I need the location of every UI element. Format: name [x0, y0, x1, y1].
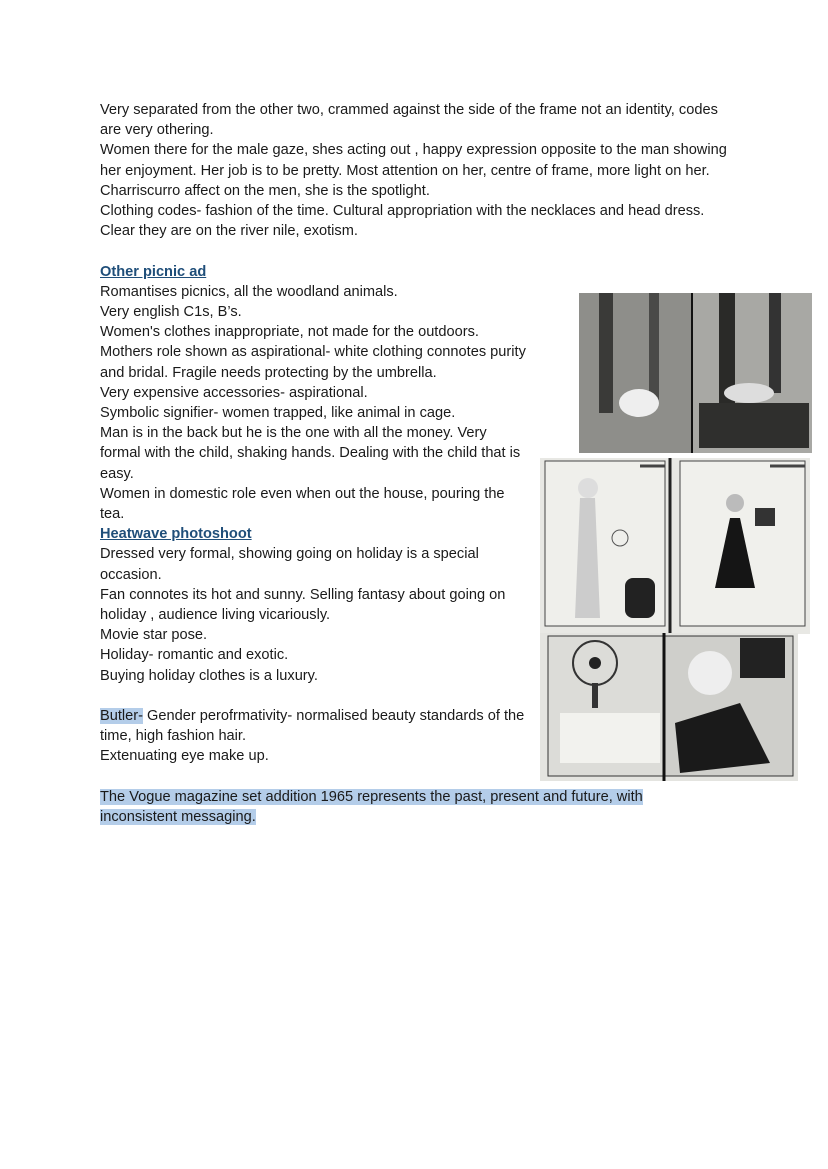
- paragraph: Very english C1s, B’s.: [100, 304, 242, 321]
- paragraph: Fan connotes its hot and sunny. Selling fantasy about going on holiday , audience living vicariously.: [100, 586, 506, 624]
- butler-text: Gender perofrmativity- normalised beauty standards of the time, high fashion hair.: [100, 708, 525, 745]
- heatwave-spread-image-2: [540, 633, 798, 781]
- paragraph-butler: [100, 706, 530, 746]
- paragraph: Buying holiday clothes is a luxury.: [100, 667, 318, 684]
- paragraph: Clothing codes- fashion of the time. Cultural appropriation with the necklaces and head dress.: [100, 203, 705, 220]
- paragraph: Clear they are on the river nile, exotism.: [100, 223, 358, 240]
- paragraph: Very expensive accessories- aspirational.: [100, 384, 368, 401]
- butler-label: Butler-: [100, 708, 143, 725]
- paragraph: Man is in the back but he is the one with all the money. Very formal with the child, shaking hands. Dealing with the child that is easy.: [100, 425, 521, 482]
- paragraph: Romantises picnics, all the woodland animals.: [100, 283, 398, 300]
- paragraph: Holiday- romantic and exotic.: [100, 647, 289, 664]
- conclusion: [100, 787, 680, 827]
- heading-picnic: Other picnic ad: [100, 263, 207, 280]
- paragraph: Symbolic signifier- women trapped, like animal in cage.: [100, 405, 456, 422]
- heatwave-spread-image-1: [540, 458, 810, 634]
- paragraph: Extenuating eye make up.: [100, 748, 269, 765]
- paragraph: Very separated from the other two, crammed against the side of the frame not an identity, codes are very othering.: [100, 102, 718, 139]
- paragraph: Mothers role shown as aspirational- white clothing connotes purity and bridal. Fragile needs protecting by the umbrella.: [100, 344, 526, 381]
- conclusion-text: The Vogue magazine set addition 1965 represents the past, present and future, with inconsistent messaging.: [100, 788, 643, 826]
- paragraph: Women's clothes inappropriate, not made for the outdoors.: [100, 324, 479, 341]
- paragraph: Movie star pose.: [100, 627, 208, 644]
- heading-heatwave: Heatwave photoshoot: [100, 526, 252, 543]
- picnic-ad-image: [579, 293, 812, 453]
- paragraph: Dressed very formal, showing going on holiday is a special occasion.: [100, 546, 479, 583]
- paragraph: Women there for the male gaze, shes acting out , happy expression opposite to the man showing her enjoyment. Her job is to be pretty. Most attention on her, centre of frame, more light on her. Charriscurro affect on the men, she is the spotlight.: [100, 142, 727, 199]
- paragraph: Women in domestic role even when out the house, pouring the tea.: [100, 485, 505, 523]
